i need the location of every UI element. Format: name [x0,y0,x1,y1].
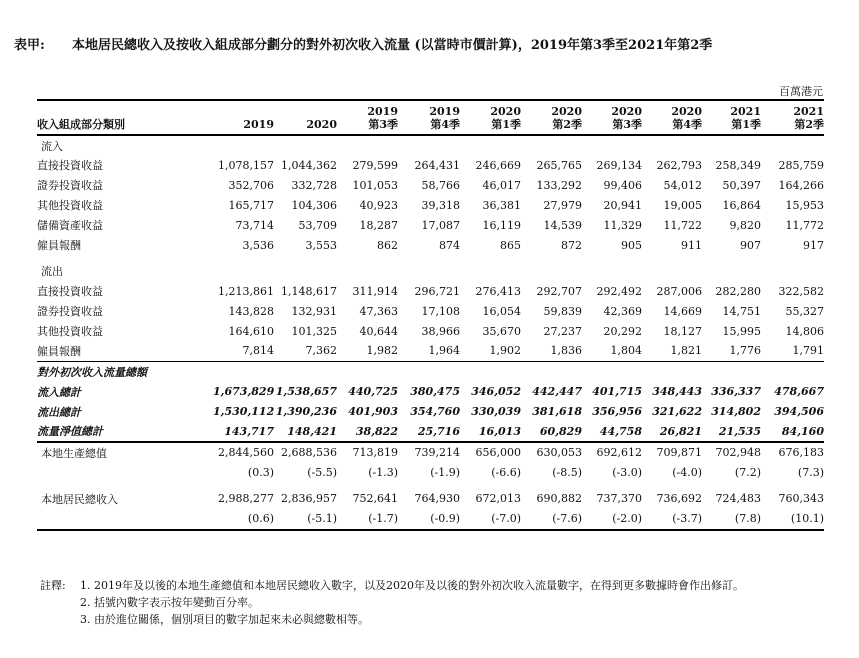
table-cell: 672,013 [475,492,521,505]
table-row [37,235,824,255]
table-cell: 164,610 [228,324,274,338]
table-cell: 36,381 [482,198,521,212]
table-cell: 401,903 [348,405,398,418]
table-cell: 15,995 [722,324,761,338]
section-inflow [37,135,824,155]
table-cell: 7,814 [242,344,274,358]
table-cell: 16,119 [482,218,521,232]
row-label: 其他投資收益 [37,199,103,212]
table-cell: (-4.0) [672,466,702,479]
table-cell: 54,012 [663,178,702,192]
table-cell: 14,669 [663,304,702,318]
row-label: 流入總計 [37,385,81,399]
header-col: 2021 第1季 [702,100,761,135]
table-cell: 1,530,112 [213,405,275,418]
row-label: 證券投資收益 [37,179,103,192]
table-cell: 35,670 [482,324,521,338]
table-cell: 1,390,236 [275,405,337,418]
table-cell: 14,539 [543,218,582,232]
table-cell: (7.8) [702,509,761,530]
gni-row [37,489,824,509]
row-label: 僱員報酬 [37,344,81,358]
notes-label: 註釋: [40,579,66,592]
table-cell: 264,431 [414,158,460,172]
table-cell: 760,343 [778,492,824,505]
table-cell: (-2.0) [582,509,642,530]
section-label: 對外初次收入流量總額 [37,361,824,382]
table-cell: 1,821 [670,344,702,358]
row-label: 流量淨值總計 [37,425,103,438]
table-cell: 332,728 [291,178,337,192]
table-row [37,281,824,301]
table-cell: (-5.1) [274,509,337,530]
table-row [37,215,824,235]
table-cell: 917 [803,238,824,252]
header-col: 2019 第4季 [398,100,460,135]
row-label: 本地居民總收入 [41,492,118,506]
table-cell: 736,692 [656,492,702,505]
table-cell: 16,013 [478,424,521,438]
table-cell: 269,134 [596,158,642,172]
table-cell: 656,000 [460,442,521,463]
table-cell: 1,791 [792,344,824,358]
table-cell: 15,953 [785,198,824,212]
table-cell: (-8.5) [552,466,582,479]
table-cell: (-1.7) [337,509,398,530]
row-label: 其他投資收益 [37,325,103,338]
table-cell: 3,536 [242,238,274,252]
table-cell: 276,413 [475,284,521,298]
table-cell: (-3.0) [612,466,642,479]
table-cell: 14,806 [785,324,824,338]
table-cell: 1,902 [489,344,521,358]
table-cell: 101,053 [352,178,398,192]
table-cell: 143,717 [224,424,274,438]
table-cell: (-3.7) [642,509,702,530]
table-cell: 905 [621,238,642,252]
section-outflow [37,261,824,281]
table-cell: 737,370 [596,492,642,505]
table-cell: 47,363 [359,304,398,318]
table-cell: 690,882 [536,492,582,505]
table-cell: 7,362 [305,344,337,358]
table-cell: 53,709 [298,218,337,232]
table-cell: 246,669 [475,158,521,172]
table-cell: 14,751 [722,304,761,318]
table-cell: 20,292 [603,324,642,338]
table-cell: (7.2) [734,466,761,479]
note-item: 2. 括號內數字表示按年變動百分率。 [80,596,259,609]
table-cell: 322,582 [778,284,824,298]
unit-label: 百萬港元 [779,85,823,98]
table-cell: 16,054 [482,304,521,318]
table-cell: 1,044,362 [281,158,337,172]
table-cell: 2,988,277 [218,492,274,505]
table-cell: 46,017 [482,178,521,192]
row-label: 本地生產總值 [37,442,213,463]
table-cell: 907 [740,238,761,252]
table-cell: 11,329 [603,218,642,232]
row-label: 僱員報酬 [37,239,81,252]
table-cell: 25,716 [417,424,460,438]
totals-row [37,402,824,422]
table-cell: 330,039 [471,405,521,418]
table-cell: 630,053 [521,442,582,463]
table-cell: 348,443 [652,385,702,398]
table-cell: 11,722 [663,218,702,232]
table-cell: 17,108 [421,304,460,318]
table-cell: 440,725 [348,385,398,398]
table-cell: 39,318 [421,198,460,212]
table-cell: 17,087 [421,218,460,232]
table-row [37,321,824,341]
table-cell: 26,821 [659,424,702,438]
table-cell: 38,966 [421,324,460,338]
gni-pct-row [37,509,824,530]
income-table [37,99,824,531]
table-cell: 287,006 [656,284,702,298]
table-cell: (-6.6) [491,466,521,479]
table-cell: 55,327 [785,304,824,318]
table-cell: 292,492 [596,284,642,298]
header-col: 2020 第2季 [521,100,582,135]
header-col: 2020 第1季 [460,100,521,135]
table-cell: 99,406 [603,178,642,192]
table-cell: 724,483 [715,492,761,505]
table-cell: 262,793 [656,158,702,172]
totals-row [37,422,824,442]
table-cell: 1,213,861 [218,284,274,298]
table-cell: 285,759 [778,158,824,172]
table-row [37,155,824,175]
table-cell: 709,871 [642,442,702,463]
table-cell: 3,553 [305,238,337,252]
table-cell: 1,776 [729,344,761,358]
table-cell: 42,369 [603,304,642,318]
table-cell: 911 [681,238,702,252]
table-cell: 18,287 [359,218,398,232]
section-label: 流出 [41,265,63,278]
table-cell: (7.3) [797,466,824,479]
table-cell: 1,673,829 [213,385,275,398]
table-title [14,34,712,53]
table-cell: 1,836 [550,344,582,358]
table-cell: 336,337 [711,385,761,398]
table-row [37,195,824,215]
table-row [37,175,824,195]
table-cell: 296,721 [414,284,460,298]
header-col: 2020 第4季 [642,100,702,135]
table-cell: 1,982 [366,344,398,358]
table-cell: 11,772 [785,218,824,232]
table-cell: (0.3) [247,466,274,479]
table-cell: 380,475 [410,385,460,398]
note-item: 3. 由於進位關係，個別項目的數字加起來未必與總數相等。 [80,613,369,626]
table-cell: 9,820 [729,218,761,232]
section-label: 流入 [41,139,63,153]
table-cell: 352,706 [228,178,274,192]
table-cell: 21,535 [718,424,761,438]
table-cell: 401,715 [592,385,642,398]
table-cell: 752,641 [352,492,398,505]
table-cell: 133,292 [536,178,582,192]
table-cell: 356,956 [592,405,642,418]
header-category: 收入組成部分類別 [37,100,213,135]
table-cell: 148,421 [287,424,337,438]
table-cell: 872 [561,238,582,252]
row-label: 直接投資收益 [37,159,103,172]
table-cell: 27,979 [543,198,582,212]
table-cell: 18,127 [663,324,702,338]
table-cell: 101,325 [291,324,337,338]
table-cell: 1,538,657 [275,385,337,398]
totals-row [37,382,824,402]
table-cell: 311,914 [352,284,398,298]
table-cell: 59,839 [543,304,582,318]
table-cell: 764,930 [414,492,460,505]
gdp-pct-row [37,463,824,483]
header-row [37,100,824,135]
table-cell: 321,622 [652,405,702,418]
table-cell: 265,765 [536,158,582,172]
table-cell: 2,836,957 [281,492,337,505]
table-cell: 132,931 [291,304,337,318]
row-label: 證券投資收益 [37,305,103,318]
table-cell: (-0.9) [398,509,460,530]
table-cell: 292,707 [536,284,582,298]
table-cell: 314,802 [711,405,761,418]
table-cell: 442,447 [532,385,582,398]
gdp-row [37,442,824,463]
title-label: 表甲: [14,38,45,53]
table-cell: 1,804 [610,344,642,358]
table-cell: 692,612 [582,442,642,463]
table-cell: 279,599 [352,158,398,172]
header-col: 2020 第3季 [582,100,642,135]
table-cell: 865 [500,238,521,252]
table-cell: 1,148,617 [281,284,337,298]
table-cell: 84,160 [781,424,824,438]
table-cell: 1,078,157 [218,158,274,172]
table-cell: 44,758 [599,424,642,438]
table-cell: 164,266 [778,178,824,192]
table-cell: 282,280 [715,284,761,298]
table-cell: 2,688,536 [274,442,337,463]
table-cell: (0.6) [213,509,274,530]
table-cell: 50,397 [722,178,761,192]
table-cell: 1,964 [428,344,460,358]
table-cell: 258,349 [715,158,761,172]
table-cell: 713,819 [337,442,398,463]
table-cell: 676,183 [761,442,824,463]
table-cell: 702,948 [702,442,761,463]
table-cell: 60,829 [539,424,582,438]
section-totals [37,361,824,382]
table-cell: 394,506 [774,405,824,418]
table-cell: 40,923 [359,198,398,212]
table-cell: 20,941 [603,198,642,212]
table-row [37,341,824,361]
table-cell: 165,717 [228,198,274,212]
header-col: 2021 第2季 [761,100,824,135]
table-row [37,301,824,321]
header-col: 2020 [274,100,337,135]
notes [40,577,744,628]
table-cell: 381,618 [532,405,582,418]
note-item: 1. 2019年及以後的本地生產總值和本地居民總收入數字，以及2020年及以後的對外初次收入流量數字，在得到更多數據時會作出修訂。 [80,579,744,592]
table-cell: 16,864 [722,198,761,212]
table-cell: 27,237 [543,324,582,338]
table-cell: 40,644 [359,324,398,338]
table-cell: 862 [377,238,398,252]
table-cell: (-1.3) [368,466,398,479]
row-label: 流出總計 [37,405,81,419]
table-cell: (-7.0) [460,509,521,530]
table-cell: (10.1) [761,509,824,530]
table-cell: 354,760 [410,405,460,418]
row-label: 儲備資產收益 [37,219,103,232]
header-col: 2019 第3季 [337,100,398,135]
table-cell: 58,766 [421,178,460,192]
row-label: 直接投資收益 [37,285,103,298]
table-cell: 38,822 [355,424,398,438]
table-cell: 143,828 [228,304,274,318]
title-text: 本地居民總收入及按收入組成部分劃分的對外初次收入流量 (以當時市價計算)，2019年第3季至2021年第2季 [72,38,713,53]
table-cell: 19,005 [663,198,702,212]
table-cell: 104,306 [291,198,337,212]
table-cell: 478,667 [774,385,824,398]
table-cell: 874 [439,238,460,252]
table-cell: (-1.9) [430,466,460,479]
header-col: 2019 [213,100,274,135]
table-cell: (-5.5) [307,466,337,479]
table-cell: 2,844,560 [213,442,274,463]
table-cell: 73,714 [235,218,274,232]
table-cell: 346,052 [471,385,521,398]
table-cell: (-7.6) [521,509,582,530]
table-cell: 739,214 [398,442,460,463]
